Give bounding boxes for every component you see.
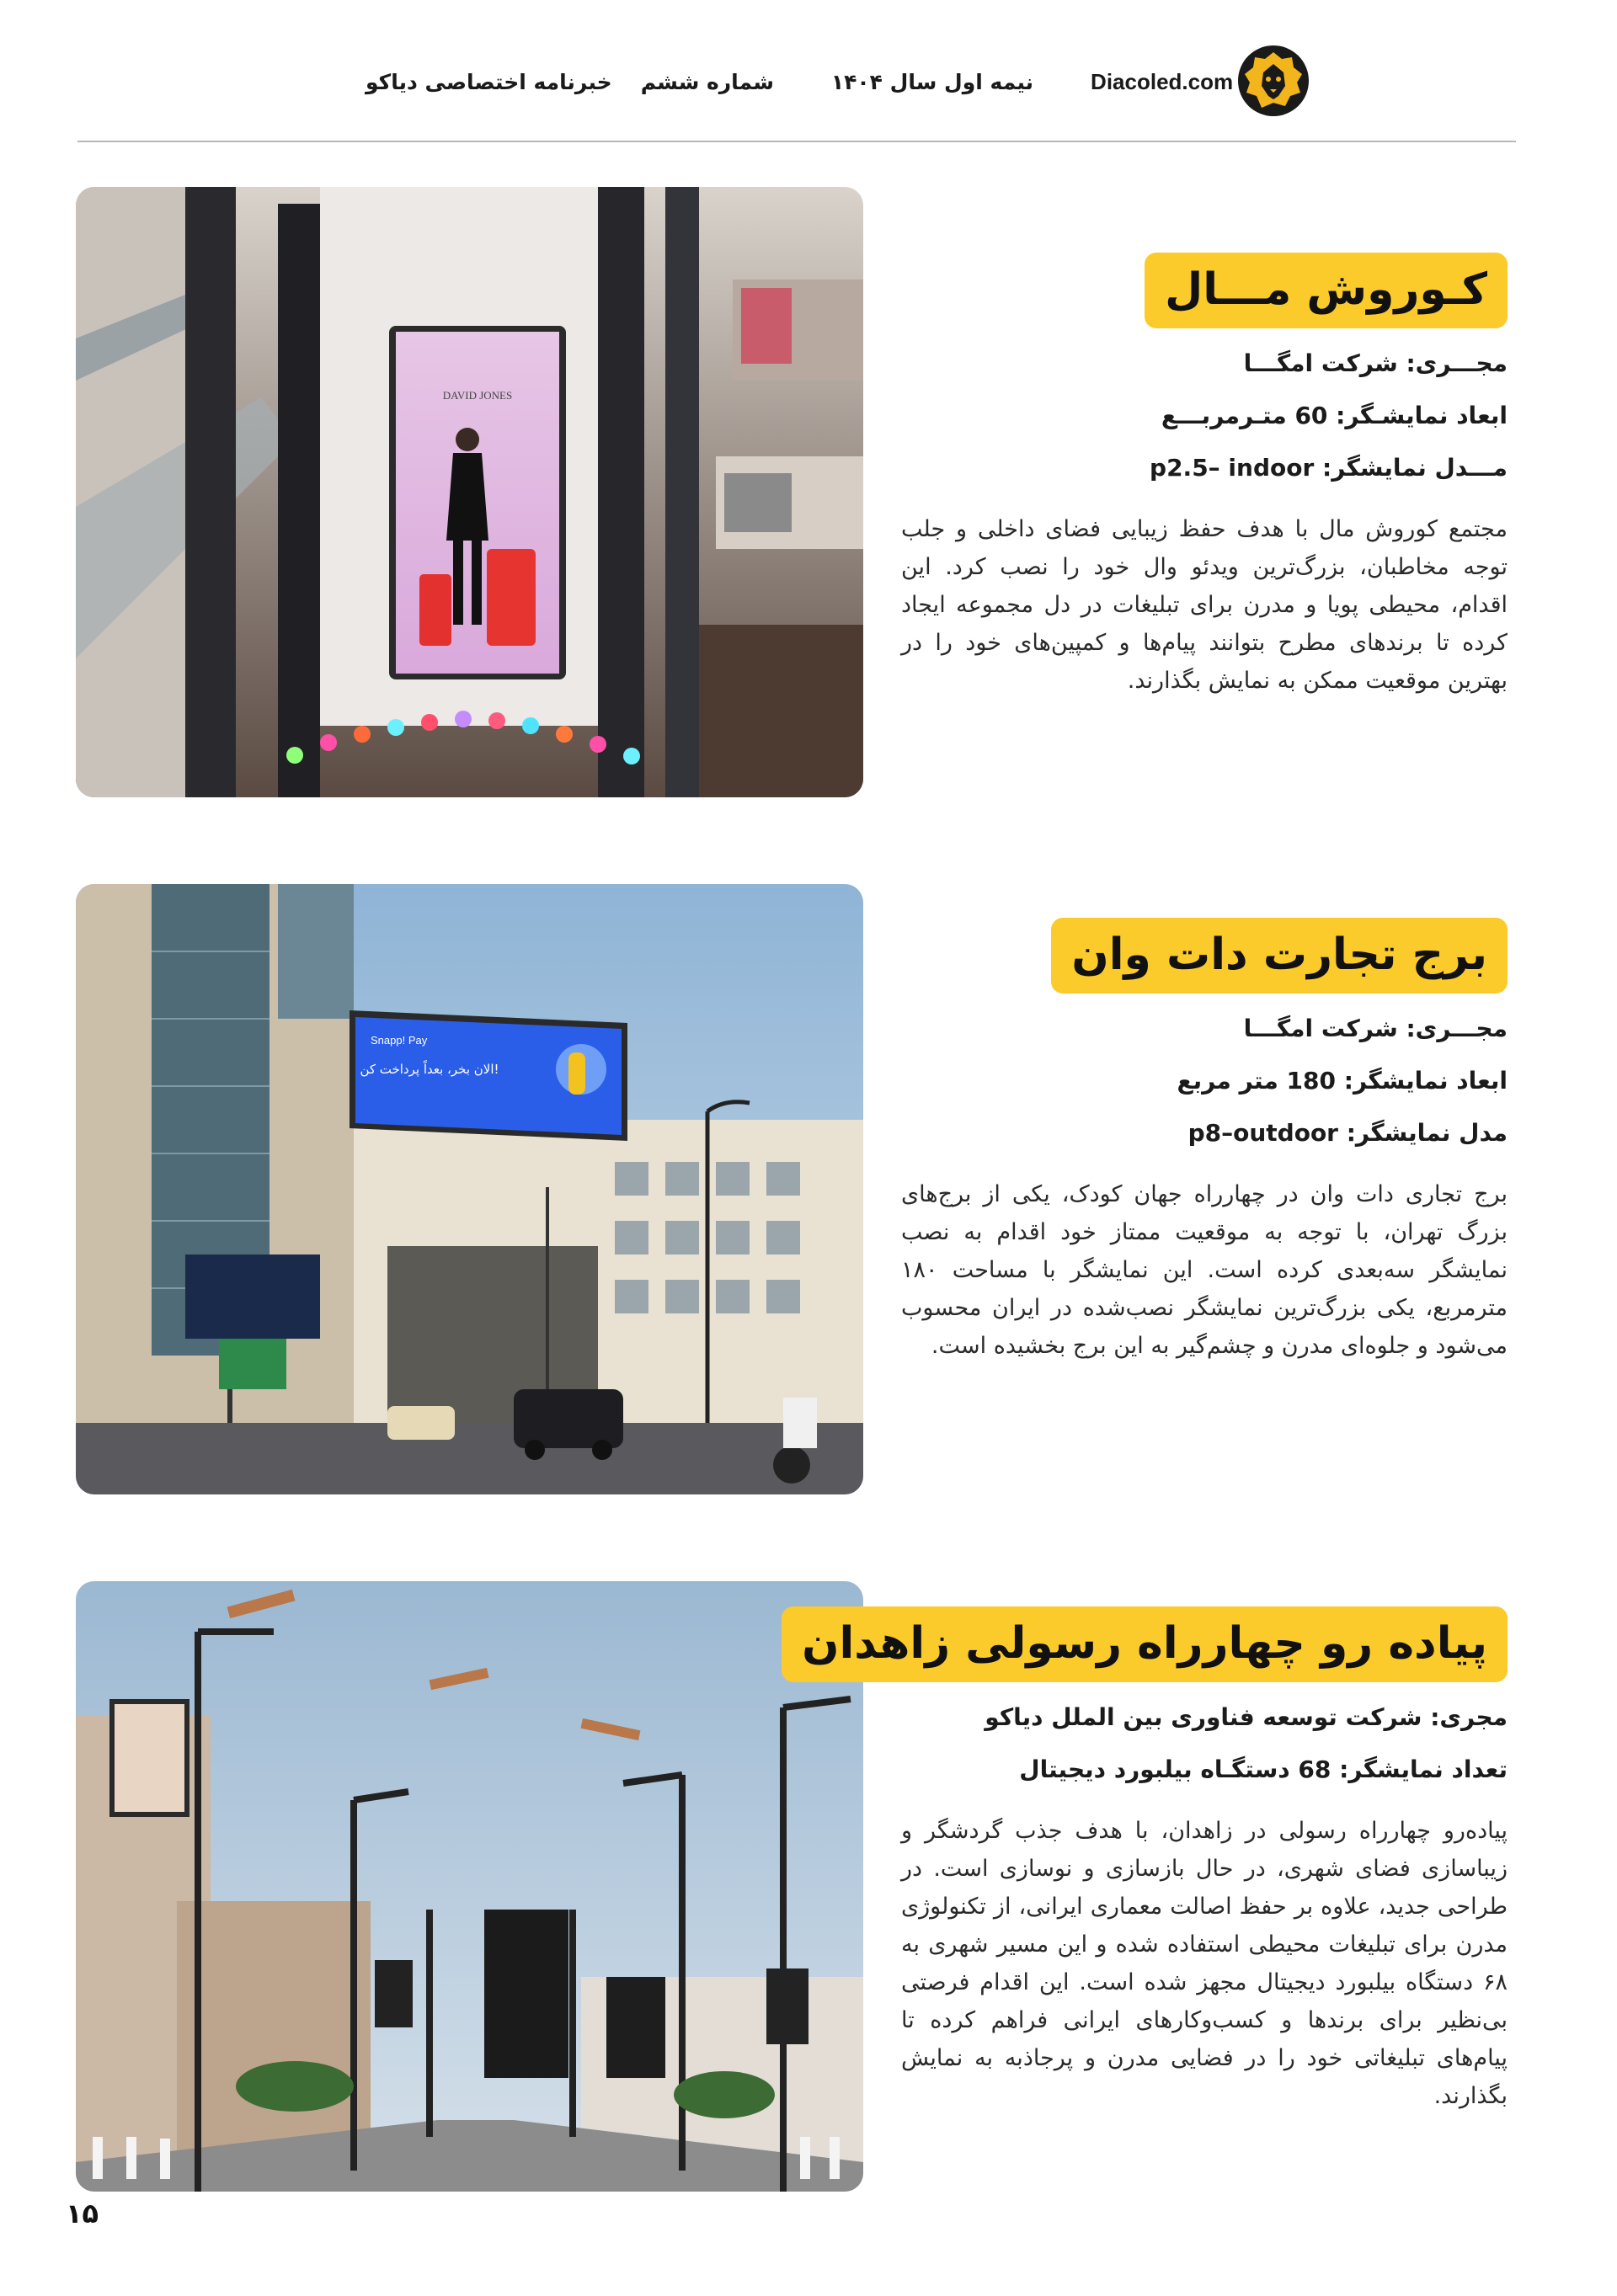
- meta-contractor: مجـــری: شرکت امگـــا: [1243, 1015, 1508, 1042]
- meta-model: مدل نمایشگر: p8–outdoor: [1187, 1119, 1508, 1147]
- billboard-brand-text: Snapp! Pay: [371, 1034, 428, 1047]
- meta-contractor: مجری: شرکت توسعه فناوری بین الملل دیاکو: [985, 1703, 1508, 1731]
- newsletter-title: خبرنامه اختصاصی دیاکو: [366, 69, 612, 94]
- zahedan-walkway-info: [802, 1606, 1508, 2115]
- kourosh-mall-info: [901, 253, 1508, 700]
- meta-dimensions: ابعاد نمایشـگر: 60 متـرمربـــع: [1161, 402, 1508, 429]
- zahedan-walkway-photo: [76, 1581, 863, 2192]
- period-label: نیمه اول سال ۱۴۰۴: [830, 69, 1034, 94]
- meta-count: تعداد نمایشگر: 68 دستگـاه بیلبورد دیجیتال: [1019, 1755, 1508, 1783]
- meta-dimensions: ابعاد نمایشگر: 180 متر مربع: [1177, 1067, 1508, 1095]
- section-description: مجتمع کوروش مال با هدف حفظ زیبایی فضای داخلی و جلب توجه مخاطبان، بزرگ‌ترین ویدئو وال خود را نصب کرد. این اقدام، محیطی پویا و مدرن برای تبلیغات در دل مجموعه ایجاد کرده تا برندهای مطرح بتوانند پیام‌ها و کمپین‌های خود را در بهترین موقعیت ممکن به نمایش بگذارند.: [901, 516, 1508, 694]
- dot-one-tower-photo: [76, 884, 863, 1494]
- section-description: برج تجاری دات وان در چهارراه جهان کودک، یکی از برج‌های بزرگ تهران، با توجه به موقعیت ممتاز خود اقدام به نصب نمایشگر سه‌بعدی کرده است. این نمایشگر با مساحت ۱۸۰ مترمربع، یکی بزرگ‌ترین نمایشگر نصب‌شده در ایران محسوب می‌شود و جلوه‌ای مدرن و چشم‌گیر به این برج بخشیده است.: [901, 1181, 1508, 1359]
- section-title: کـوروش مـــال: [1145, 253, 1508, 328]
- page-header: [0, 0, 1617, 143]
- issue-label: شماره ششم: [640, 69, 774, 94]
- header-info: [337, 61, 1234, 103]
- section-description: پیاده‌رو چهارراه رسولی در زاهدان، با هدف جذب گردشگر و زیباسازی فضای شهری، در حال بازسازی و نوسازی است. در طراحی جدید، علاوه بر حفظ اصالت معماری ایرانی، از تکنولوژی مدرن برای تبلیغات محیطی استفاده شده و این مسیر شهری به ۶۸ دستگاه بیلبورد دیجیتال مجهز شده است. این اقدام فرصتی بی‌نظیر برای برندها و کسب‌وکارهای ایرانی فراهم کرده تا پیام‌های تبلیغاتی خود را در فضایی مدرن و پرجاذبه به نمایش بگذارند.: [901, 1818, 1508, 2109]
- section-title: برج تجارت دات وان: [1051, 918, 1508, 994]
- meta-model: مـــدل نمایشگر: p2.5– indoor: [1150, 454, 1508, 482]
- page-number: ۱۵: [66, 2197, 99, 2229]
- section-title: پیاده رو چهارراه رسولی زاهدان: [782, 1606, 1508, 1682]
- billboard-headline-text: الان بخر، بعداً پرداخت کن!: [360, 1062, 499, 1077]
- dot-one-tower-info: [901, 918, 1508, 1365]
- kourosh-mall-photo: [76, 187, 863, 797]
- header-rule: [77, 141, 1516, 142]
- screen-brand-text: DAVID JONES: [442, 389, 513, 402]
- website-link[interactable]: Diacoled.com: [1091, 68, 1234, 94]
- meta-contractor: مجـــری: شرکت امگـــا: [1243, 349, 1508, 377]
